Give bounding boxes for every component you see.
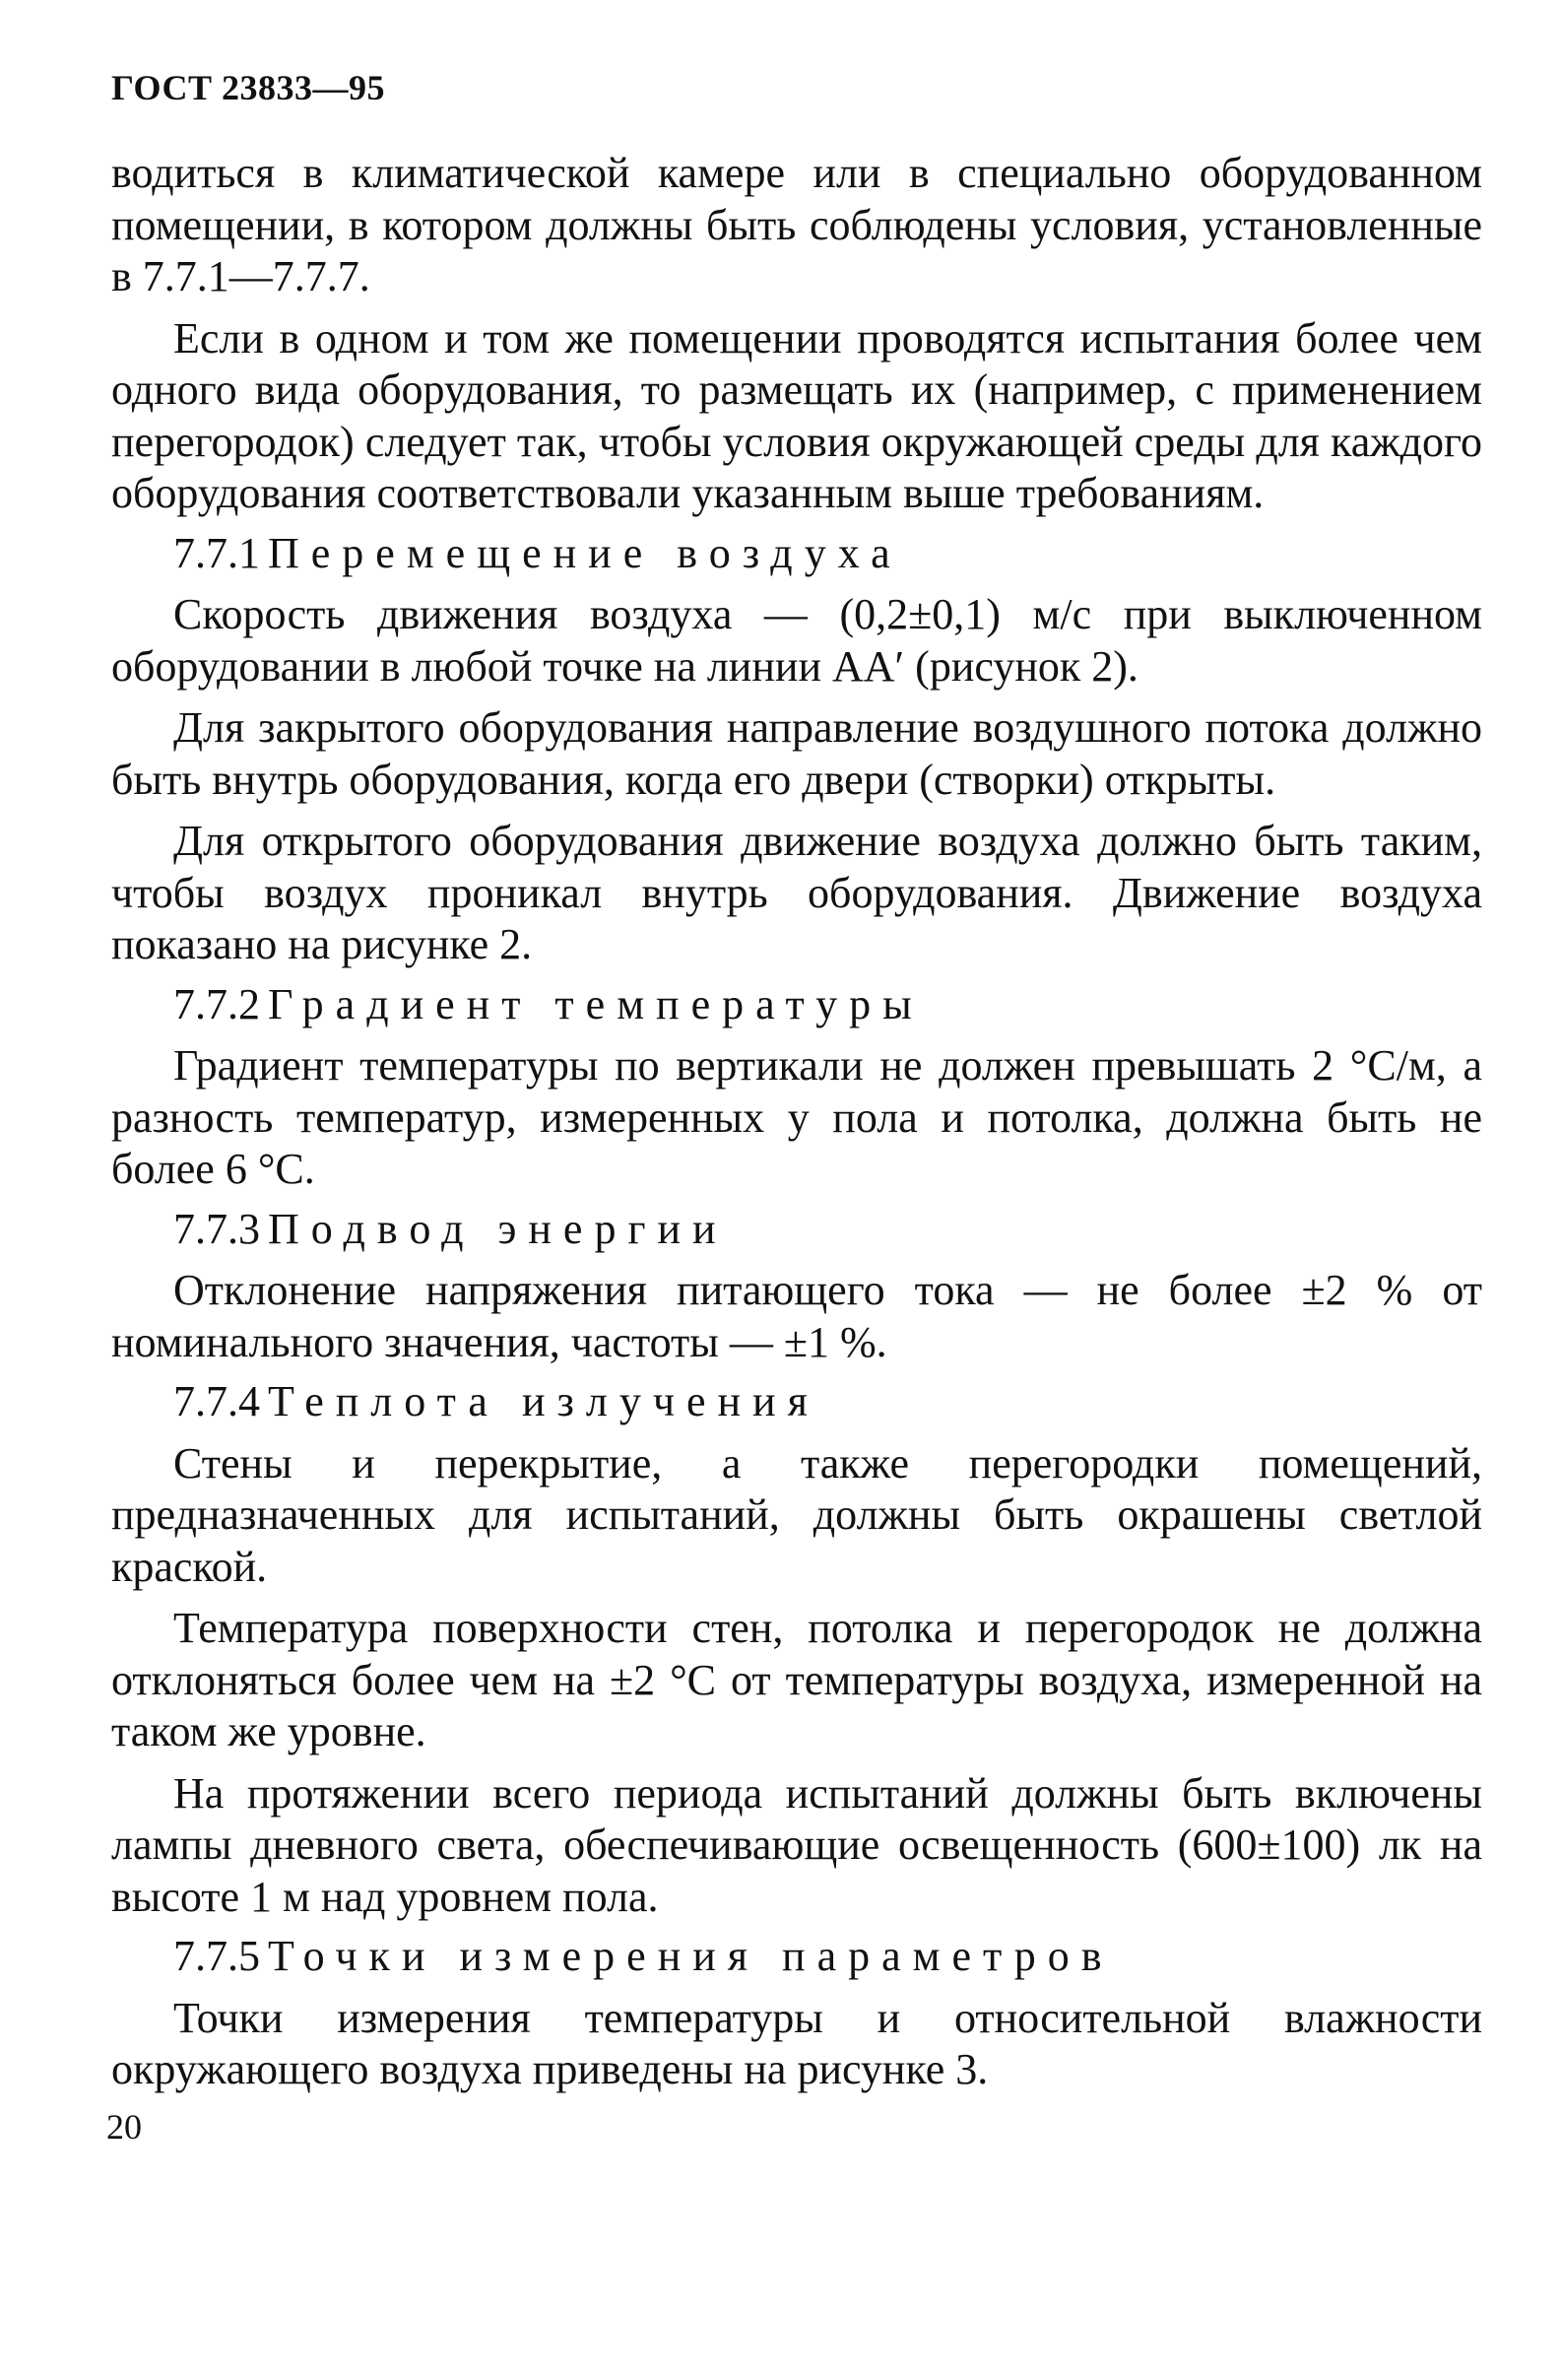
page-number: 20 <box>106 2107 142 2147</box>
section-heading-7-7-5 <box>111 1931 1482 1983</box>
section-number: 7.7.3 <box>173 1204 260 1253</box>
section-heading-7-7-4 <box>111 1376 1482 1428</box>
paragraph: Точки измерения температуры и относительной влажности окружающего воздуха приведены на рисунке 3. <box>111 1993 1482 2093</box>
section-number: 7.7.2 <box>173 979 260 1028</box>
paragraph: Стены и перекрытие, а также перегородки помещений, предназначенных для испытаний, должны быть окрашены светлой краской. <box>111 1438 1482 1591</box>
section-number: 7.7.1 <box>173 528 260 577</box>
section-title: Градиент температуры <box>268 979 924 1028</box>
paragraph: Для открытого оборудования движение воздуха должно быть таким, чтобы воздух проникал внутрь оборудования. Движение воздуха показано на рисунке 2. <box>111 817 1482 968</box>
document-body <box>111 148 1482 2096</box>
section-title: Точки измерения параметров <box>268 1932 1114 1980</box>
section-title: Подвод энергии <box>268 1204 728 1253</box>
paragraph-continuation: водиться в климатической камере или в специально оборудованном помещении, в котором должны быть соблюдены условия, установленные в 7.7.1—7.7.7. <box>111 149 1482 300</box>
section-heading-7-7-3 <box>111 1204 1482 1256</box>
section-heading-7-7-2 <box>111 979 1482 1031</box>
paragraph: Отклонение напряжения питающего тока — не более ±2 % от номинального значения, частоты — ±1 %. <box>111 1266 1482 1366</box>
paragraph: Скорость движения воздуха — (0,2±0,1) м/с при выключенном оборудовании в любой точке на линии АА′ (рисунок 2). <box>111 590 1482 691</box>
paragraph: Температура поверхности стен, потолка и перегородок не должна отклоняться более чем на ±2 °С от температуры воздуха, измеренной на таком же уровне. <box>111 1604 1482 1755</box>
paragraph: Если в одном и том же помещении проводятся испытания более чем одного вида оборудования, то размещать их (например, с применением перегородок) следует так, чтобы условия окружающей среды для каждого оборудования соответствовали указанным выше требованиям. <box>111 313 1482 517</box>
section-title: Теплота излучения <box>268 1377 819 1425</box>
paragraph: На протяжении всего периода испытаний должны быть включены лампы дневного света, обеспечивающие освещенность (600±100) лк на высоте 1 м над уровнем пола. <box>111 1768 1482 1921</box>
paragraph: Для закрытого оборудования направление воздушного потока должно быть внутрь оборудования, когда его двери (створки) открыты. <box>111 703 1482 804</box>
section-title: Перемещение воздуха <box>268 528 902 577</box>
section-number: 7.7.4 <box>173 1377 260 1425</box>
section-number: 7.7.5 <box>173 1932 260 1980</box>
paragraph: Градиент температуры по вертикали не должен превышать 2 °С/м, а разность температур, измеренных у пола и потолка, должна быть не более 6 °С. <box>111 1041 1482 1193</box>
section-heading-7-7-1 <box>111 528 1482 580</box>
document-header: ГОСТ 23833—95 <box>111 68 385 107</box>
